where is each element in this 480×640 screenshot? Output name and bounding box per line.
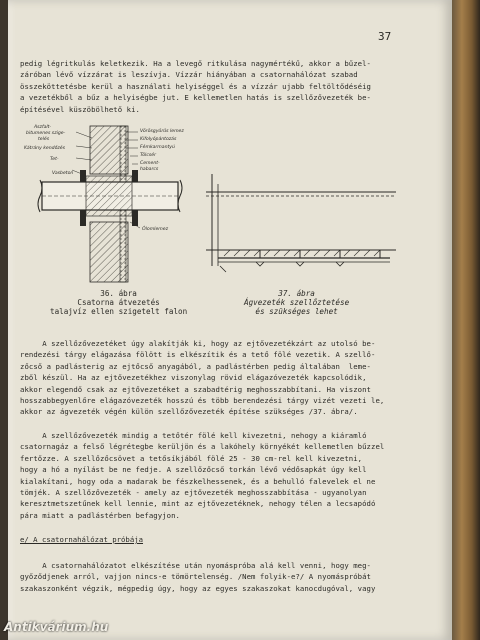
text-line: zből készül. Ha az ejtővezetékhez viszonylag rövid elágazóvezeték kapcsolódik, [20, 373, 367, 383]
text-line: A csatornahálózatot elkészítése után nyomáspróba alá kell venni, hogy meg- [20, 561, 372, 570]
fig36-label: Kifolyópántozás [140, 137, 177, 142]
text-line: összeköttetésbe kerül a használati helyiséggel és a vízzár ujabb feltöltődéséig [20, 81, 372, 91]
text-line: A szellőzővezetéket úgy alakítják ki, hogy az ejtővezetékzárt az utolsó be- [20, 339, 376, 348]
fig36-label: Tölcsér [140, 153, 156, 158]
section-heading: e/ A csatornahálózat próbája [20, 535, 144, 544]
figure-36-title-line: Csatorna átvezetés [77, 298, 160, 307]
text-line: zőcső a padlásterig az ejtőcső anyagából, a padlástérben pedig általában leme- [20, 361, 372, 371]
text-line: tömjék. A szellőzővezeték - amely az ejtővezeték meghosszabbítása - ugyanolyan [20, 488, 367, 498]
text-line: fertőzze. A szellőzőcsövet a tetősíkjából fölé 25 - 30 cm-rel kell kivezetni, [20, 453, 363, 463]
text-line: záróban lévő vízzárat is leszívja. Vízzár hiányában a csatornahálózat szabad [20, 70, 358, 80]
paragraph-4 [20, 560, 375, 594]
page-number: 37 [378, 30, 392, 43]
text-line: A szellőzővezeték mindig a tetőtér fölé kell kivezetni, nehogy a kiáramló [20, 431, 367, 440]
fig36-label: Vörösgyűrűs lemez [140, 129, 184, 134]
figure-36-number: 36. ábra [100, 289, 137, 298]
fig36-label: Aszfalt- [34, 125, 52, 130]
figure-37-number: 37. ábra [278, 289, 315, 298]
figure-36-pipe-through-wall-drawing [20, 118, 190, 288]
text-line: kialakítani, hogy oda a madarak be fészkelhessenek, és a behulló falevelek el ne [20, 476, 376, 486]
text-line: akkor elegendő csak az ejtővezetéket a szabadtérig meghosszabbítani. Ha viszont [20, 384, 372, 394]
text-line: szakaszonként végzik, mégpedig úgy, hogy az egyes szakaszokat kanocdugóval, vagy [20, 583, 376, 593]
figure-37-branch-ventilation-drawing [200, 170, 400, 280]
text-line: pedig légritkulás keletkezik. Ha a levegő ritkulása nagymértékű, akkor a bűzel- [20, 59, 372, 68]
fig36-label: Tet- [50, 157, 59, 162]
figure-36-caption [50, 289, 187, 316]
fig36-label: bitumenes szige- [26, 131, 66, 136]
paragraph-2 [20, 338, 384, 418]
fig36-label: habarcs [140, 167, 159, 172]
fig36-label: Kátrány kendőzés [24, 146, 66, 151]
text-line: pára miatt a padlástérben befagyjon. [20, 510, 180, 520]
text-line: győződjenek arról, vajjon nincs-e tömörtelenség. /Nem folyik-e?/ A nyomáspróbát [20, 572, 372, 582]
text-line: hogy a hó a nyílást be ne fedje. A szellőzőcső torkán lévő védősapkát úgy kell [20, 465, 367, 475]
text-line: keresztmetszetűnek kell lennie, mint az ejtővezetéknek, nehogy télen a lecsapódó [20, 499, 376, 509]
fig36-label: Ólomlemez [142, 227, 168, 232]
figure-37-title-line: és szükséges lehet [255, 307, 338, 316]
figure-37-title-line: Ágvezeték szellőztetése [244, 298, 350, 307]
text-line: építésével küszöbölhető ki. [20, 104, 140, 114]
figure-37-caption [244, 289, 349, 316]
fig36-label: Fémkarmantyú [140, 145, 175, 150]
fig36-label: Cement- [140, 161, 160, 166]
text-line: hosszabbegyenlőre elágazóvezeték hosszú és több berendezési tárgy vizét vezeti le, [20, 396, 385, 406]
paragraph-1 [20, 58, 371, 115]
text-line: a vezetékből a bűz a helyiségbe jut. E kellemetlen hatás is szellőzővezeték be- [20, 93, 372, 103]
watermark: Antikvárium.hu [4, 620, 109, 634]
book-spine [452, 0, 480, 640]
text-line: csatornagáz a felső légrétegbe kerüljön és a lakóhely környékét kellemetlen bűzzel [20, 442, 385, 452]
fig36-label: telés [38, 137, 50, 142]
text-line: akkor az ágvezeték végén külön szellőzővezeték építése szükséges /37. ábra/. [20, 407, 358, 417]
text-line: rendezési tárgy elágazása fölött is elkészítik és a tető fölé vezetik. A szellő- [20, 350, 376, 360]
figure-36-title-line: talajvíz ellen szigetelt falon [50, 307, 188, 316]
fig36-label: Vasbeton [52, 171, 74, 176]
paragraph-3 [20, 430, 384, 521]
